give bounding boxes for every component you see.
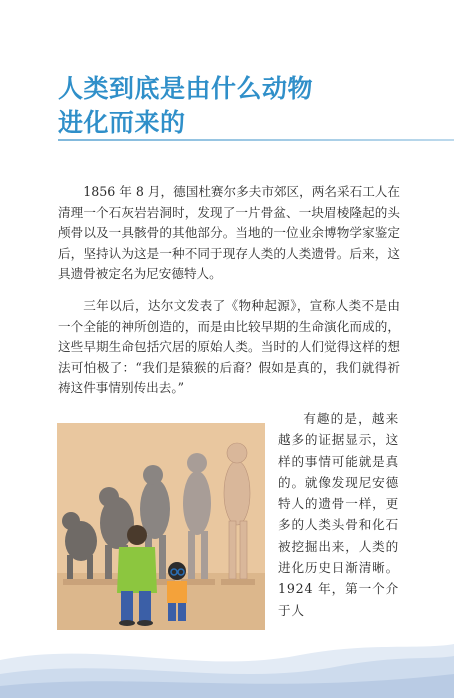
title-divider — [58, 139, 454, 141]
chapter-title-line-1: 人类到底是由什么动物 — [58, 74, 314, 103]
paragraph-neanderthal-discovery: 1856 年 8 月，德国杜赛尔多夫市郊区，两名采石工人在清理一个石灰岩岩洞时，发现了一片骨盆、一块眉棱隆起的头颅骨以及一具骸骨的其他部分。当地的一位业余博物学家鉴定后，坚持认为这是一种不同于现存人类的人类遗骨。后来，这具遗骨被定名为尼安德特人。 — [58, 184, 400, 282]
footer-wave-decoration — [0, 630, 454, 698]
evolution-illustration — [57, 423, 265, 630]
paragraph-evidence-wrap: 有趣的是，越来越多的证据显示，这样的事情可能就是真的。就像发现尼安德特人的遗骨一样，更多的人类头骨和化石被挖掘出来，人类的进化历史日渐清晰。1924 年，第一个介于人 — [278, 411, 399, 618]
evolution-illustration-icon — [57, 423, 265, 630]
paragraph-darwin-origin: 三年以后，达尔文发表了《物种起源》，宣称人类不是由一个全能的神所创造的，而是由比较早期的生命演化而成的，这些早期生命包括穴居的原始人类。当时的人们觉得这样的想法可怕极了：“我们是猿猴的后裔？假如是真的，我们就得祈祷这件事情别传出去。” — [58, 298, 400, 396]
chapter-title — [58, 72, 358, 140]
chapter-title-line-2: 进化而来的 — [58, 108, 186, 137]
